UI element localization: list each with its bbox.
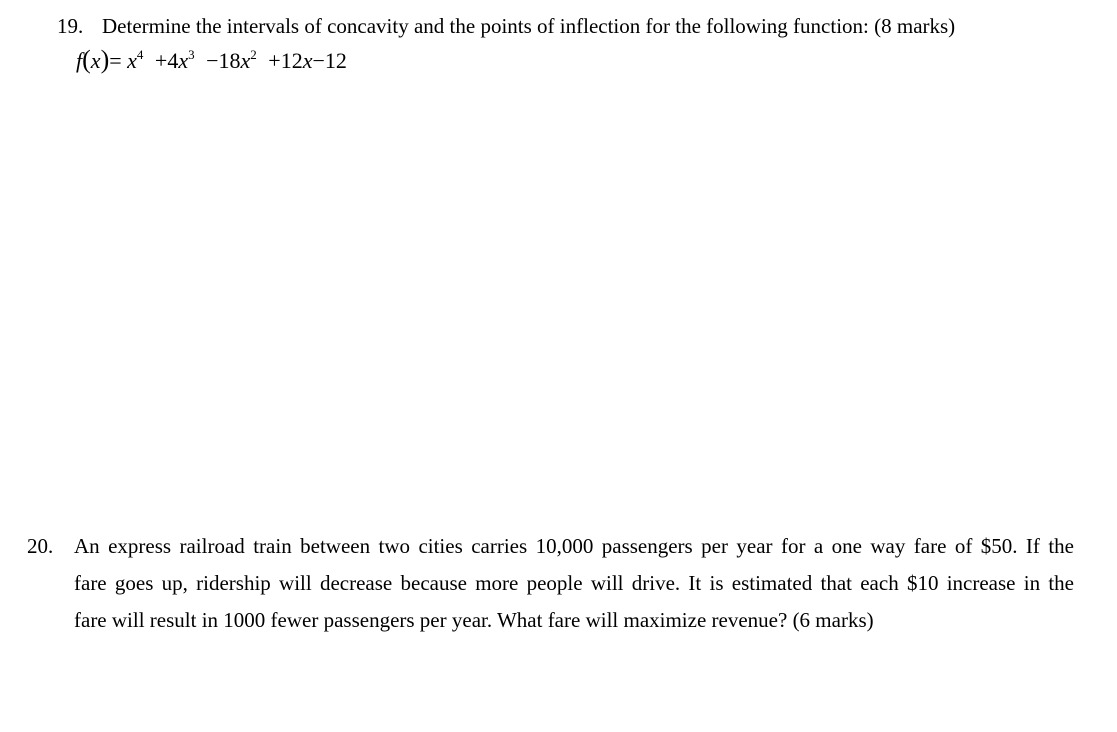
formula-term3-exponent: 2 <box>250 47 257 62</box>
formula-left-paren: ( <box>82 45 91 74</box>
question-19 <box>57 12 955 40</box>
question-19-text: Determine the intervals of concavity and the points of inflection for the following function: (8 marks) <box>102 14 956 38</box>
formula-term2-coefficient: +4 <box>154 48 179 73</box>
formula-variable: x <box>90 48 101 73</box>
formula-term2-exponent: 3 <box>188 47 195 62</box>
question-20-line: fare will result in 1000 fewer passengers per year. What fare will maximize revenue? (6 marks) <box>74 608 874 632</box>
formula-term1-base: x <box>127 48 137 73</box>
question-19-number: 19. <box>57 14 84 38</box>
formula-equals: = <box>109 48 122 73</box>
formula-constant: −12 <box>312 48 347 73</box>
formula-term3-coefficient: −18 <box>206 48 241 73</box>
formula-term3-base: x <box>240 48 251 73</box>
question-20-number: 20. <box>27 534 54 558</box>
formula-term2-base: x <box>178 48 189 73</box>
question-20-line: fare goes up, ridership will decrease because more people will drive. It is estimated that each $10 increase in the <box>74 571 1074 595</box>
formula-term1-exponent: 4 <box>136 47 144 62</box>
question-19-formula <box>76 46 347 75</box>
question-20-line: An express railroad train between two cities carries 10,000 passengers per year for a one way fare of $50. If the <box>74 534 1074 558</box>
formula-right-paren: ) <box>100 45 110 74</box>
question-20-body <box>74 528 1074 639</box>
formula-term4-base: x <box>302 48 313 73</box>
formula-function-name: f <box>76 48 83 73</box>
formula-term4-coefficient: +12 <box>268 48 303 73</box>
